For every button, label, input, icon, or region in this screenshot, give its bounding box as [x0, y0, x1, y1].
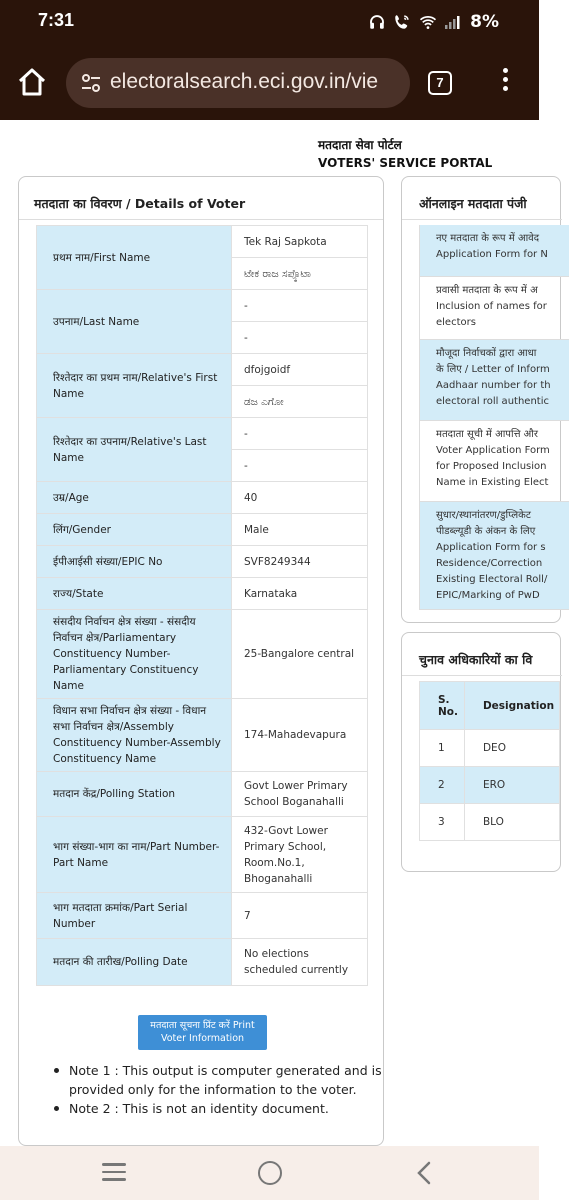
registration-link-line: सुधार/स्थानांतरण/डुप्लिकेट: [436, 510, 531, 521]
registration-link-line: Aadhaar number for th: [436, 380, 551, 391]
status-bar: [0, 0, 539, 46]
field-label: लिंग/Gender: [37, 514, 232, 546]
status-icons: [368, 12, 499, 32]
voter-details-table: [36, 225, 368, 986]
header-designation: Designation: [464, 682, 559, 730]
online-registration-title: ऑनलाइन मतदाता पंजी: [419, 196, 527, 211]
registration-link-item[interactable]: [419, 340, 569, 421]
registration-link-line: नए मतदाता के रूप में आवेद: [436, 233, 540, 244]
notes-list: [54, 1061, 383, 1118]
table-row: [37, 514, 368, 546]
headphones-icon: [368, 13, 386, 31]
note-item: Note 2 : This is not an identity document.: [54, 1099, 383, 1118]
wifi-icon: [418, 13, 438, 31]
table-row: [37, 354, 368, 386]
registration-link-line: मतदाता सूची में आपत्ति और: [436, 429, 538, 440]
field-label: मतदान केंद्र/Polling Station: [37, 772, 232, 817]
field-label: विधान सभा निर्वाचन क्षेत्र संख्या - विधान सभा निर्वाचन क्षेत्र/Assembly Constituency Number-Assembly Constituency Name: [37, 699, 232, 772]
home-icon[interactable]: [14, 64, 50, 100]
registration-link-line: Application Form for s: [436, 542, 546, 553]
online-registration-card: [401, 176, 561, 623]
field-value: Govt Lower Primary School Boganahalli: [232, 772, 368, 817]
field-value: -: [232, 418, 368, 450]
system-nav-bar: [0, 1146, 539, 1200]
portal-title: [318, 136, 492, 172]
officer-designation: BLO: [464, 804, 559, 841]
table-row: [37, 482, 368, 514]
registration-link-line: पीडब्ल्यूडी के अंकन के लिए: [436, 526, 536, 537]
election-officers-title: चुनाव अधिकारियों का वि: [419, 652, 533, 667]
registration-link-line: मौजूदा निर्वाचकों द्वारा आधा: [436, 348, 537, 359]
table-row: [37, 817, 368, 893]
site-settings-icon[interactable]: [80, 72, 102, 94]
field-label: मतदान की तारीख/Polling Date: [37, 939, 232, 986]
field-label: प्रथम नाम/First Name: [37, 226, 232, 290]
field-label: रिश्तेदार का प्रथम नाम/Relative's First Name: [37, 354, 232, 418]
field-value: ಟೇಕ ರಾಜ ಸಪ್ಕೊಟಾ: [232, 258, 368, 290]
table-row: [37, 699, 368, 772]
registration-links: [419, 225, 569, 610]
field-value: 25-Bangalore central: [232, 610, 368, 699]
registration-link-item[interactable]: [419, 277, 569, 340]
registration-link-line: Application Form for N: [436, 249, 548, 260]
note-item: Note 1 : This output is computer generated and is provided only for the information to the voter.: [54, 1061, 383, 1099]
table-row: [420, 804, 560, 841]
registration-link-line: प्रवासी मतदाता के रूप में अ: [436, 285, 538, 296]
field-value: Karnataka: [232, 578, 368, 610]
officer-designation: DEO: [464, 730, 559, 767]
registration-link-line: EPIC/Marking of PwD: [436, 590, 540, 601]
field-label: भाग मतदाता क्रमांक/Part Serial Number: [37, 893, 232, 939]
registration-link-line: Voter Application Form: [436, 445, 550, 456]
back-icon[interactable]: [412, 1160, 436, 1186]
card-divider: [402, 675, 562, 676]
table-row: [420, 767, 560, 804]
field-label: भाग संख्या-भाग का नाम/Part Number-Part Name: [37, 817, 232, 893]
card-divider: [19, 219, 383, 220]
signal-icon: [444, 14, 460, 30]
table-row: [37, 893, 368, 939]
registration-link-item[interactable]: [419, 225, 569, 277]
officer-sno: 2: [420, 767, 465, 804]
field-value: Male: [232, 514, 368, 546]
tab-switcher-button[interactable]: 7: [428, 71, 452, 95]
officer-sno: 1: [420, 730, 465, 767]
more-menu-icon[interactable]: [500, 68, 510, 98]
field-value: -: [232, 290, 368, 322]
table-row: [37, 939, 368, 986]
registration-link-line: electoral roll authentic: [436, 396, 549, 407]
officers-header-row: [420, 682, 560, 730]
table-row: [37, 418, 368, 450]
battery-level: 8%: [470, 12, 499, 32]
field-value: dfojgoidf: [232, 354, 368, 386]
field-value: SVF8249344: [232, 546, 368, 578]
wifi-call-icon: [392, 13, 412, 31]
header-sno: S. No.: [420, 682, 465, 730]
registration-link-line: Inclusion of names for: [436, 301, 547, 312]
table-row: [37, 226, 368, 258]
field-label: उपनाम/Last Name: [37, 290, 232, 354]
registration-link-line: Existing Electoral Roll/: [436, 574, 548, 585]
recent-apps-icon[interactable]: [102, 1163, 126, 1183]
registration-link-item[interactable]: [419, 502, 569, 610]
status-time: 7:31: [38, 10, 75, 30]
field-value: -: [232, 322, 368, 354]
field-label: रिश्तेदार का उपनाम/Relative's Last Name: [37, 418, 232, 482]
registration-link-line: के लिए / Letter of Inform: [436, 364, 550, 375]
voter-details-card: [18, 176, 384, 1146]
table-row: [420, 730, 560, 767]
table-row: [37, 546, 368, 578]
url-bar[interactable]: [66, 58, 410, 108]
url-text[interactable]: electoralsearch.eci.gov.in/vie: [110, 70, 379, 93]
field-value: 432-Govt Lower Primary School, Room.No.1, Bhoganahalli: [232, 817, 368, 893]
table-row: [37, 578, 368, 610]
portal-title-english: VOTERS' SERVICE PORTAL: [318, 156, 493, 170]
field-label: राज्य/State: [37, 578, 232, 610]
election-officers-card: [401, 632, 561, 872]
portal-title-hindi: मतदाता सेवा पोर्टल: [318, 138, 402, 152]
officer-designation: ERO: [464, 767, 559, 804]
table-row: [37, 772, 368, 817]
print-voter-info-button[interactable]: मतदाता सूचना प्रिंट करें Print Voter Information: [138, 1015, 267, 1050]
table-row: [37, 290, 368, 322]
browser-toolbar: [0, 46, 539, 120]
field-value: 7: [232, 893, 368, 939]
field-value: 174-Mahadevapura: [232, 699, 368, 772]
registration-link-line: Name in Existing Elect: [436, 477, 549, 488]
voter-details-title: मतदाता का विवरण / Details of Voter: [34, 196, 246, 211]
field-value: No elections scheduled currently: [232, 939, 368, 986]
officer-sno: 3: [420, 804, 465, 841]
registration-link-item[interactable]: [419, 421, 569, 502]
field-value: 40: [232, 482, 368, 514]
field-label: संसदीय निर्वाचन क्षेत्र संख्या - संसदीय निर्वाचन क्षेत्र/Parliamentary Constituency Number-Parliamentary Constituency Name: [37, 610, 232, 699]
card-divider: [402, 219, 562, 220]
field-label: ईपीआईसी संख्या/EPIC No: [37, 546, 232, 578]
field-value: Tek Raj Sapkota: [232, 226, 368, 258]
table-row: [37, 610, 368, 699]
field-label: उम्र/Age: [37, 482, 232, 514]
field-value: ಡಜ ಎಗೋ: [232, 386, 368, 418]
registration-link-line: Residence/Correction: [436, 558, 543, 569]
officers-table: [419, 681, 560, 841]
registration-link-line: for Proposed Inclusion: [436, 461, 547, 472]
home-circle-icon[interactable]: [258, 1161, 282, 1185]
field-value: -: [232, 450, 368, 482]
registration-link-line: electors: [436, 317, 476, 328]
